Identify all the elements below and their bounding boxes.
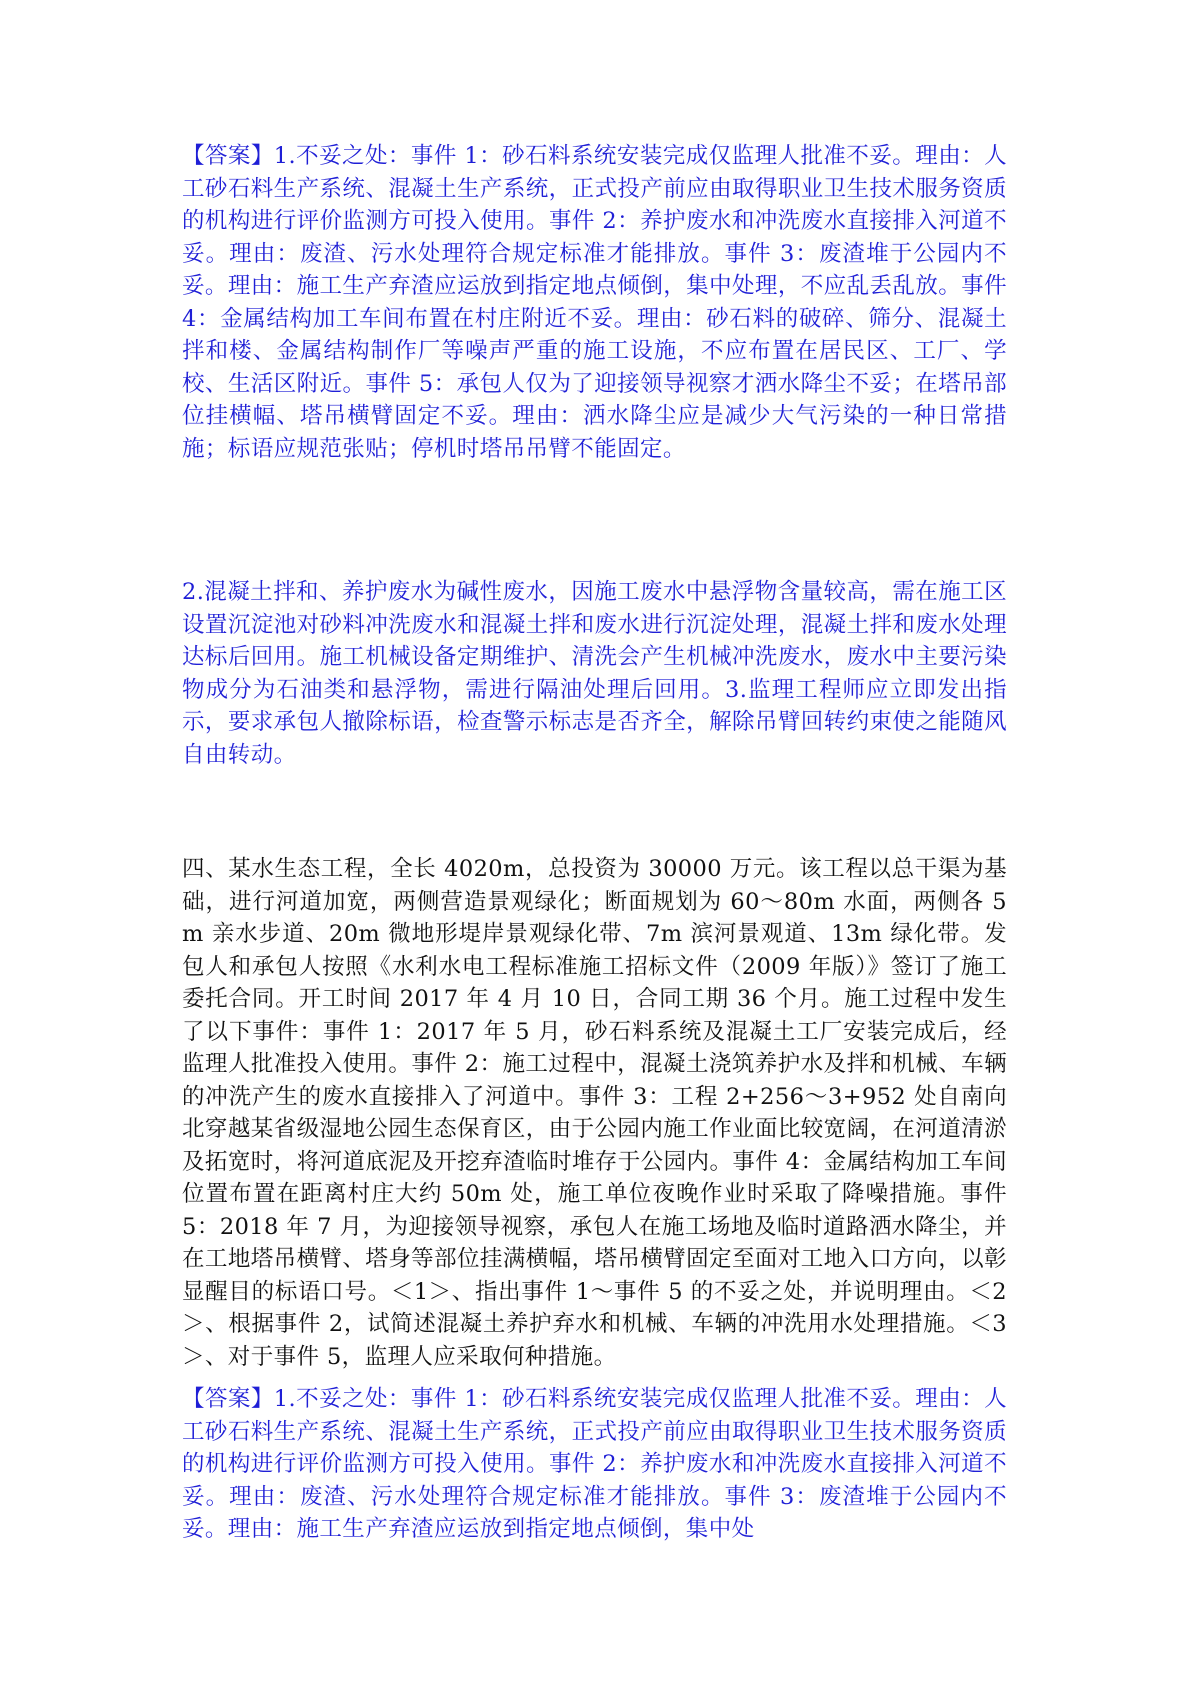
question-paragraph-4: 四、某水生态工程，全长 4020m，总投资为 30000 万元。该工程以总干渠为基础，进行河道加宽，两侧营造景观绿化；断面规划为 60～80m 水面，两侧各 5m 亲水步道、20m 微地形堤岸景观绿化带、7m 滨河景观道、13m 绿化带。发包人和承包人按照《水利水电工程标准施工招标文件（2009 年版）》签订了施工委托合同。开工时间 2017 年 4 月 10 日，合同工期 36 个月。施工过程中发生了以下事件：事件 1：2017 年 5 月，砂石料系统及混凝土工厂安装完成后，经监理人批准投入使用。事件 2：施工过程中，混凝土浇筑养护水及拌和机械、车辆的冲洗产生的废水直接排入了河道中。事件 3：工程 2+256～3+952 处自南向北穿越某省级湿地公园生态保育区，由于公园内施工作业面比较宽阔，在河道清淤及拓宽时，将河道底泥及开挖弃渣临时堆存于公园内。事件 4：金属结构加工车间位置布置在距离村庄大约 50m 处，施工单位夜晚作业时采取了降噪措施。事件 5：2018 年 7 月，为迎接领导视察，承包人在施工场地及临时道路洒水降尘，并在工地塔吊横臂、塔身等部位挂满横幅，塔吊横臂固定至面对工地入口方向，以彰显醒目的标语口号。＜1＞、指出事件 1～事件 5 的不妥之处，并说明理由。＜2＞、根据事件 2，试简述混凝土养护弃水和机械、车辆的冲洗用水处理措施。＜3＞、对于事件 5，监理人应采取何种措施。 (182, 856, 1007, 1370)
answer-paragraph-2: 2.混凝土拌和、养护废水为碱性废水，因施工废水中悬浮物含量较高，需在施工区设置沉淀池对砂料冲洗废水和混凝土拌和废水进行沉淀处理，混凝土拌和废水处理达标后回用。施工机械设备定期维护、清洗会产生机械冲洗废水，废水中主要污染物成分为石油类和悬浮物，需进行隔油处理后回用。3.监理工程师应立即发出指示，要求承包人撤除标语，检查警示标志是否齐全，解除吊臂回转约束使之能随风自由转动。 (182, 579, 1007, 768)
answer-paragraph-4: 【答案】1.不妥之处：事件 1：砂石料系统安装完成仅监理人批准不妥。理由：人工砂石料生产系统、混凝土生产系统，正式投产前应由取得职业卫生技术服务资质的机构进行评价监测方可投入使用。事件 2：养护废水和冲洗废水直接排入河道不妥。理由：废渣、污水处理符合规定标准才能排放。事件 3：废渣堆于公园内不妥。理由：施工生产弃渣应运放到指定地点倾倒，集中处 (182, 1386, 1007, 1542)
answer-paragraph-1: 【答案】1.不妥之处：事件 1：砂石料系统安装完成仅监理人批准不妥。理由：人工砂石料生产系统、混凝土生产系统，正式投产前应由取得职业卫生技术服务资质的机构进行评价监测方可投入使用。事件 2：养护废水和冲洗废水直接排入河道不妥。理由：废渣、污水处理符合规定标准才能排放。事件 3：废渣堆于公园内不妥。理由：施工生产弃渣应运放到指定地点倾倒，集中处理，不应乱丢乱放。事件 4：金属结构加工车间布置在村庄附近不妥。理由：砂石料的破碎、筛分、混凝土拌和楼、金属结构制作厂等噪声严重的施工设施，不应布置在居民区、工厂、学校、生活区附近。事件 5：承包人仅为了迎接领导视察才洒水降尘不妥；在塔吊部位挂横幅、塔吊横臂固定不妥。理由：洒水降尘应是减少大气污染的一种日常措施；标语应规范张贴；停机时塔吊吊臂不能固定。 (182, 143, 1007, 462)
